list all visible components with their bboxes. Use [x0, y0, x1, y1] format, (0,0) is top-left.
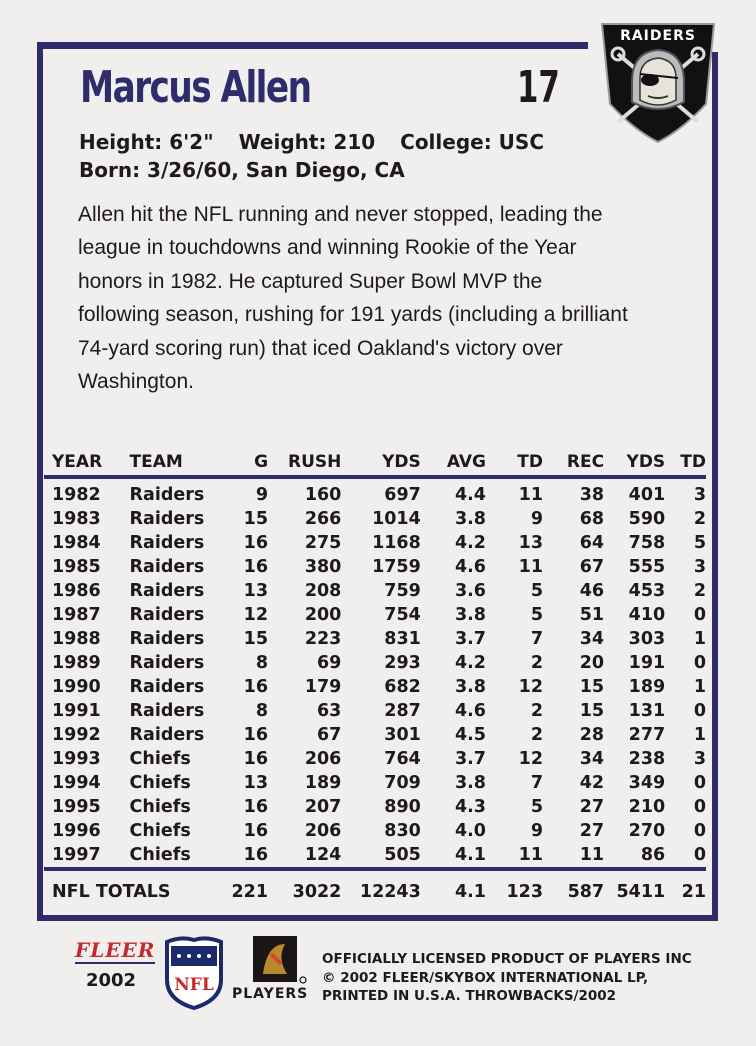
stats-table — [44, 449, 706, 909]
stats-cell: 34 — [579, 629, 605, 649]
nfl-text: NFL — [174, 975, 214, 995]
stats-cell: 210 — [628, 797, 666, 817]
stats-cell: 1 — [693, 677, 706, 697]
stats-cell: 0 — [693, 701, 706, 721]
stats-cell: 63 — [317, 701, 342, 721]
stats-cell: 11 — [518, 485, 543, 505]
stats-header-cell: RUSH — [287, 452, 342, 472]
stats-cell: 754 — [384, 605, 421, 625]
stats-cell: 1985 — [52, 557, 101, 577]
stats-cell: 68 — [579, 509, 605, 529]
stats-cell: 13 — [243, 581, 269, 601]
stats-cell: Raiders — [129, 701, 205, 721]
stats-cell: 3.6 — [454, 581, 486, 601]
stats-cell: 275 — [304, 533, 342, 553]
stats-cell: 1996 — [52, 821, 101, 841]
stats-cell: Chiefs — [129, 797, 191, 817]
stats-header-cell: TD — [517, 452, 543, 472]
stats-row — [44, 795, 706, 819]
totals-cell: 587 — [567, 882, 605, 902]
weight: Weight: 210 — [238, 130, 376, 154]
stats-cell: 38 — [579, 485, 605, 505]
stats-cell: 8 — [255, 701, 269, 721]
stats-cell: 15 — [579, 677, 605, 697]
stats-cell: 1 — [693, 725, 706, 745]
stats-cell: 301 — [384, 725, 421, 745]
stats-cell: 5 — [530, 581, 543, 601]
stats-cell: 1 — [693, 629, 706, 649]
stats-cell: 2 — [530, 725, 543, 745]
stats-cell: 5 — [530, 797, 543, 817]
blurb-line: Washington. — [78, 370, 194, 394]
stats-row — [44, 843, 706, 869]
stats-header-cell: YDS — [626, 452, 666, 472]
stats-cell: 453 — [628, 581, 666, 601]
totals-cell: 21 — [681, 882, 706, 902]
stats-cell: 0 — [693, 773, 706, 793]
stats-cell: 697 — [384, 485, 421, 505]
stats-cell: 1991 — [52, 701, 101, 721]
stats-cell: 1993 — [52, 749, 101, 769]
totals-cell: 221 — [231, 882, 269, 902]
stats-cell: 709 — [384, 773, 421, 793]
stats-cell: 15 — [579, 701, 605, 721]
stats-cell: Raiders — [129, 725, 205, 745]
stats-cell: 8 — [255, 653, 269, 673]
stats-cell: Raiders — [129, 653, 205, 673]
stats-header-row — [44, 449, 706, 477]
stats-cell: 759 — [384, 581, 421, 601]
stats-row — [44, 819, 706, 843]
stats-header-cell: YDS — [382, 452, 421, 472]
stats-cell: 1990 — [52, 677, 101, 697]
stats-cell: 16 — [243, 533, 269, 553]
stats-header-cell: REC — [566, 452, 605, 472]
stats-cell: 3 — [693, 749, 706, 769]
stats-cell: 206 — [304, 821, 342, 841]
stats-cell: 1984 — [52, 533, 101, 553]
career-blurb — [78, 198, 698, 398]
stats-cell: 1982 — [52, 485, 101, 505]
stats-cell: 4.1 — [454, 845, 486, 865]
stats-cell: 7 — [530, 773, 543, 793]
stats-cell: Raiders — [129, 509, 205, 529]
stats-cell: 1992 — [52, 725, 101, 745]
stats-cell: 20 — [579, 653, 605, 673]
stats-cell: 0 — [693, 845, 706, 865]
stats-cell: 3.7 — [454, 629, 486, 649]
stats-cell: 555 — [628, 557, 666, 577]
stats-cell: 86 — [640, 845, 666, 865]
stats-cell: 12 — [518, 677, 543, 697]
stats-cell: 27 — [579, 797, 605, 817]
stats-cell: 11 — [518, 557, 543, 577]
stats-cell: 208 — [304, 581, 342, 601]
born-info: Born: 3/26/60, San Diego, CA — [79, 158, 405, 182]
stats-cell: Chiefs — [129, 821, 191, 841]
stats-header-cell: AVG — [446, 452, 486, 472]
stats-cell: 3.8 — [454, 509, 486, 529]
stats-cell: 1989 — [52, 653, 101, 673]
stats-cell: 1997 — [52, 845, 101, 865]
stats-cell: 27 — [579, 821, 605, 841]
stats-cell: 4.2 — [454, 653, 486, 673]
stats-cell: Raiders — [129, 557, 205, 577]
stats-cell: 5 — [693, 533, 706, 553]
stats-cell: 4.2 — [454, 533, 486, 553]
totals-label: NFL TOTALS — [52, 882, 171, 902]
stats-cell: 67 — [579, 557, 605, 577]
stats-cell: 401 — [628, 485, 666, 505]
stats-cell: 303 — [628, 629, 666, 649]
stats-cell: 1759 — [372, 557, 421, 577]
stats-cell: 830 — [384, 821, 421, 841]
nfl-shield-logo — [163, 934, 225, 1010]
stats-cell: 223 — [304, 629, 342, 649]
legal-line: PRINTED IN U.S.A. THROWBACKS/2002 — [322, 988, 617, 1004]
stats-cell: Chiefs — [129, 845, 191, 865]
stats-cell: Raiders — [129, 485, 205, 505]
stats-cell: 505 — [384, 845, 421, 865]
stats-cell: 9 — [530, 821, 543, 841]
stats-cell: 1995 — [52, 797, 101, 817]
stats-cell: 380 — [304, 557, 342, 577]
stats-cell: Raiders — [129, 629, 205, 649]
stats-cell: 590 — [628, 509, 666, 529]
stats-cell: 0 — [693, 821, 706, 841]
totals-row — [44, 869, 706, 909]
stats-header-cell: G — [254, 452, 269, 472]
stats-cell: 16 — [243, 845, 269, 865]
stats-cell: 0 — [693, 605, 706, 625]
stats-cell: 160 — [304, 485, 342, 505]
stats-body — [44, 477, 706, 869]
stats-cell: 410 — [628, 605, 666, 625]
blurb-line: league in touchdowns and winning Rookie of the Year — [78, 236, 577, 260]
stats-cell: 287 — [384, 701, 421, 721]
stats-cell: 4.0 — [454, 821, 486, 841]
totals-cell: 5411 — [616, 882, 666, 902]
stats-cell: 2 — [530, 701, 543, 721]
stats-cell: 16 — [243, 725, 269, 745]
stats-cell: 3.7 — [454, 749, 486, 769]
blurb-line: honors in 1982. He captured Super Bowl MVP the — [78, 269, 543, 293]
stats-cell: Raiders — [129, 581, 205, 601]
stats-cell: 69 — [317, 653, 342, 673]
legal-line: © 2002 FLEER/SKYBOX INTERNATIONAL LP, — [322, 969, 649, 986]
jersey-number: 17 — [517, 62, 560, 113]
stats-cell: 9 — [255, 485, 269, 505]
stats-cell: 764 — [384, 749, 421, 769]
stats-cell: 1983 — [52, 509, 101, 529]
stats-cell: 15 — [243, 629, 269, 649]
legal-text — [322, 950, 692, 1006]
stats-cell: 3.8 — [454, 677, 486, 697]
stats-cell: 266 — [304, 509, 342, 529]
stats-cell: 2 — [693, 581, 706, 601]
stats-cell: 64 — [579, 533, 605, 553]
stats-cell: 0 — [693, 653, 706, 673]
stats-cell: 293 — [384, 653, 421, 673]
stats-cell: 3.8 — [454, 605, 486, 625]
stats-row — [44, 675, 706, 699]
stats-cell: 11 — [518, 845, 543, 865]
stats-cell: 3 — [693, 557, 706, 577]
blurb-line: 74-yard scoring run) that iced Oakland's victory over — [78, 336, 563, 360]
bio-measurements — [79, 130, 562, 154]
stats-row — [44, 477, 706, 507]
fleer-wordmark: FLEER — [75, 938, 156, 962]
stats-cell: 1988 — [52, 629, 101, 649]
stats-cell: 11 — [579, 845, 605, 865]
stats-cell: 5 — [530, 605, 543, 625]
stats-cell: 2 — [530, 653, 543, 673]
blurb-line: Allen hit the NFL running and never stopped, leading the — [78, 203, 603, 226]
stats-cell: 189 — [304, 773, 342, 793]
stats-cell: 1987 — [52, 605, 101, 625]
stats-cell: 349 — [628, 773, 666, 793]
stats-cell: 4.6 — [454, 701, 486, 721]
fleer-logo — [75, 938, 155, 991]
totals-cell: 12243 — [359, 882, 421, 902]
stats-cell: 124 — [304, 845, 342, 865]
stats-cell: Raiders — [129, 605, 205, 625]
stats-cell: 51 — [579, 605, 605, 625]
stats-cell: 890 — [384, 797, 421, 817]
stats-cell: 13 — [518, 533, 543, 553]
stats-row — [44, 603, 706, 627]
stats-cell: 4.3 — [454, 797, 486, 817]
stats-cell: 42 — [579, 773, 605, 793]
stats-cell: 758 — [628, 533, 666, 553]
stats-cell: Chiefs — [129, 773, 191, 793]
stats-cell: Raiders — [129, 533, 205, 553]
stats-row — [44, 699, 706, 723]
stats-row — [44, 579, 706, 603]
raiders-shield-logo — [596, 20, 720, 144]
stats-cell: 34 — [579, 749, 605, 769]
stats-cell: 270 — [628, 821, 666, 841]
stats-cell: 16 — [243, 821, 269, 841]
totals-cell: 123 — [506, 882, 543, 902]
stats-cell: 16 — [243, 797, 269, 817]
stats-cell: 831 — [384, 629, 421, 649]
stats-cell: 16 — [243, 557, 269, 577]
stats-cell: 9 — [530, 509, 543, 529]
height: Height: 6'2" — [79, 130, 214, 154]
stats-cell: 277 — [628, 725, 666, 745]
stats-cell: 207 — [304, 797, 342, 817]
college: College: USC — [400, 130, 544, 154]
stats-cell: 13 — [243, 773, 269, 793]
stats-row — [44, 627, 706, 651]
stats-cell: 200 — [304, 605, 342, 625]
stats-header-cell: TEAM — [129, 452, 183, 472]
stats-cell: 131 — [628, 701, 666, 721]
stats-cell: 682 — [384, 677, 421, 697]
stats-cell: 238 — [628, 749, 666, 769]
stats-row — [44, 771, 706, 795]
totals-cell: 3022 — [292, 882, 342, 902]
stats-cell: 1986 — [52, 581, 101, 601]
stats-cell: 67 — [317, 725, 342, 745]
stats-cell: 1168 — [372, 533, 421, 553]
totals-cell: 4.1 — [454, 882, 486, 902]
stats-cell: 4.6 — [454, 557, 486, 577]
blurb-line: following season, rushing for 191 yards (including a brilliant — [78, 303, 628, 327]
stats-cell: 206 — [304, 749, 342, 769]
fleer-year: 2002 — [85, 970, 137, 991]
stats-cell: 189 — [628, 677, 666, 697]
stats-cell: 12 — [518, 749, 543, 769]
stats-row — [44, 723, 706, 747]
stats-cell: 4.5 — [454, 725, 486, 745]
stats-cell: Chiefs — [129, 749, 191, 769]
players-wordmark: PLAYERS — [232, 986, 309, 1002]
stats-cell: 1994 — [52, 773, 101, 793]
stats-cell: 16 — [243, 749, 269, 769]
stats-cell: 46 — [579, 581, 605, 601]
stats-cell: 7 — [530, 629, 543, 649]
stats-cell: 28 — [579, 725, 605, 745]
stats-row — [44, 651, 706, 675]
logo-text: RAIDERS — [620, 28, 696, 44]
legal-line: OFFICIALLY LICENSED PRODUCT OF PLAYERS INC — [322, 951, 692, 967]
player-name: Marcus Allen — [80, 62, 311, 113]
stats-cell: 1014 — [372, 509, 421, 529]
stats-row — [44, 531, 706, 555]
stats-cell: 2 — [693, 509, 706, 529]
stats-cell: 4.4 — [454, 485, 486, 505]
stats-header-cell: TD — [680, 452, 706, 472]
stats-cell: 179 — [304, 677, 342, 697]
stats-cell: 16 — [243, 677, 269, 697]
stats-cell: 3 — [693, 485, 706, 505]
stats-cell: 191 — [628, 653, 666, 673]
stats-cell: Raiders — [129, 677, 205, 697]
stats-cell: 3.8 — [454, 773, 486, 793]
stats-header-cell: YEAR — [52, 452, 103, 472]
stats-row — [44, 507, 706, 531]
stats-cell: 0 — [693, 797, 706, 817]
stats-cell: 12 — [243, 605, 269, 625]
stats-row — [44, 747, 706, 771]
stats-row — [44, 555, 706, 579]
stats-cell: 15 — [243, 509, 269, 529]
